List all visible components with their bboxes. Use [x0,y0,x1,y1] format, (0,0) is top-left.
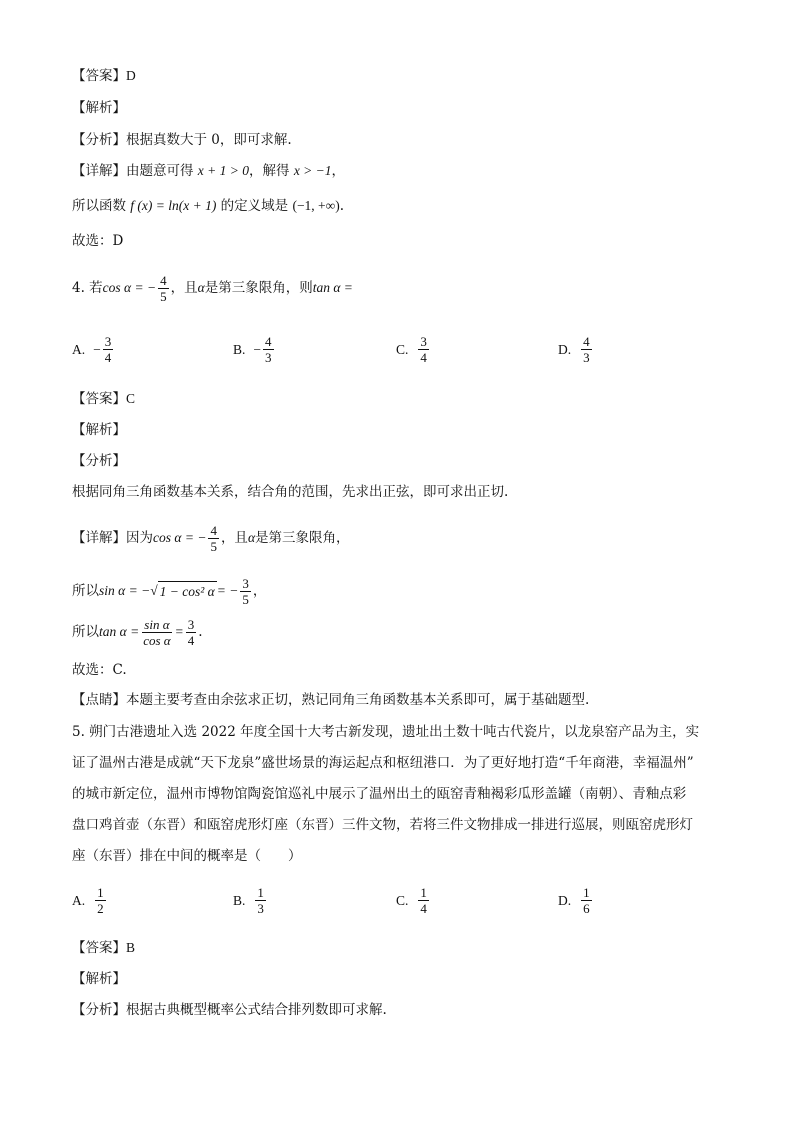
q5-option-c[interactable] [396,885,431,916]
q4-cos-label: cos α = − [102,280,157,295]
answer-tag: 【答案】 [72,68,126,84]
q4-text-a: ，且 [170,280,198,296]
q5-stem-line-4 [72,815,693,835]
analysis-heading-3 [72,98,126,118]
option-label: C. [396,892,409,908]
choose-text: 故选：C. [72,662,127,678]
answer-value: D [126,68,136,83]
q4-option-b[interactable] [233,334,276,365]
option-den: 2 [97,901,104,916]
option-label: C. [396,341,409,357]
frac-num: sin α [144,616,170,632]
option-label: B. [233,341,246,357]
option-num: 1 [257,885,264,900]
q5-stem-line-1 [72,722,699,742]
stem-text: 座（东晋）排在中间的概率是（ ） [72,848,302,864]
option-fraction [95,885,106,916]
q5-stem-line-2 [72,753,694,773]
fenxi-line-5 [72,1000,387,1020]
option-num: 1 [420,885,427,900]
xiangjie-text-a: 因为 [126,530,153,546]
xiangjie-fraction [208,523,219,554]
q4-frac-num: 4 [160,272,167,288]
q4-fraction [158,273,169,304]
answer-tag: 【答案】 [72,940,126,956]
q4-alpha: α [197,280,205,295]
q4-prefix: 4. 若 [72,280,103,296]
sin-lhs: sin α = − [99,583,151,598]
domain-math: f (x) = ln(x + 1) [130,198,217,213]
option-num: 3 [420,334,427,349]
stem-text: 证了温州古港是成就“天下龙泉”盛世场景的海运起点和枢纽港口．为了更好地打造“千年商港，幸福温州” [72,755,694,771]
fenxi-text-4 [72,482,508,502]
xiangjie-text-c: ， [331,163,346,179]
option-fraction [263,334,274,365]
xiangjie-cos: cos α = − [153,530,207,545]
answer-tag: 【答案】 [72,391,126,407]
xiangjie-alpha: α [247,530,256,545]
fenxi-text: 根据古典概型概率公式结合排列数即可求解. [126,1002,387,1018]
frac-num: 3 [242,575,249,591]
tan-result-fraction [186,617,197,648]
option-fraction [581,885,592,916]
xiangjie-text-c: 是第三象限角， [255,530,350,546]
q5-stem-line-5 [72,846,302,866]
q4-frac-den: 5 [160,288,167,304]
xiangjie-line-4 [72,522,350,554]
fenxi-tag: 【分析】 [72,453,126,469]
q4-option-c[interactable] [396,334,431,365]
frac-num: 4 [210,522,217,538]
frac-den: 5 [210,538,217,554]
domain-text-a: 所以函数 [72,198,131,214]
answer-value: B [126,940,136,955]
option-num: 4 [583,334,590,349]
xiangjie-text-b: ，解得 [249,163,294,179]
option-num: 4 [265,334,272,349]
q4-option-a[interactable] [72,334,115,365]
dianjing-text: 本题主要考查由余弦求正切，熟记同角三角函数基本关系即可，属于基础题型. [126,692,590,708]
xiangjie-tag: 【详解】 [72,163,126,179]
analysis-tag: 【解析】 [72,971,126,987]
stem-text: 5. 朔门古港遗址入选 2022 年度全国十大考古新发现，遗址出土数十吨古代瓷片，以龙泉窑产品为主，实 [72,724,700,740]
tan-eq: = [174,624,184,639]
q5-option-a[interactable] [72,885,108,916]
option-fraction [418,334,429,365]
sin-eq: = − [216,583,239,598]
option-label: D. [558,341,572,357]
option-sign: − [93,341,101,357]
q4-option-d[interactable] [558,334,594,365]
domain-text-c: . [339,198,345,214]
choose-line-3 [72,231,123,251]
fenxi-heading-4 [72,451,126,471]
dianjing-tag: 【点睛】 [72,692,126,708]
xiangjie-text-a: 由题意可得 [126,163,198,179]
sin-text: 所以 [72,583,99,599]
analysis-tag: 【解析】 [72,100,126,116]
choose-text: 故选：D [72,233,124,249]
frac-den: 4 [187,632,195,648]
analysis-heading-5 [72,969,126,989]
domain-text-b: 的定义域是 [216,198,293,214]
domain-line [72,196,344,216]
analysis-tag: 【解析】 [72,422,126,438]
option-den: 3 [257,901,264,916]
option-label: A. [72,892,86,908]
option-den: 4 [104,350,112,365]
option-fraction [103,334,114,365]
answer-line-5 [72,938,135,958]
xiangjie-text-b: ，且 [220,530,248,546]
domain-interval: (−1, +∞) [292,198,340,213]
sin-line [72,575,266,607]
frac-den: cos α [143,632,171,648]
fenxi-text: 根据同角三角函数基本关系，结合角的范围，先求出正弦，即可求出正切. [72,484,509,500]
answer-line-3 [72,66,136,86]
option-fraction [255,885,266,916]
question-4-stem [72,272,353,304]
option-den: 3 [265,350,272,365]
xiangjie-tag: 【详解】 [72,530,126,546]
q4-tan-label: tan α = [312,280,353,295]
analysis-heading-4 [72,420,126,440]
tan-text: 所以 [72,624,99,640]
q5-option-b[interactable] [233,885,268,916]
fenxi-tag: 【分析】 [72,1002,126,1018]
xiangjie-math-2: x > −1 [293,163,332,178]
option-den: 4 [420,901,427,916]
tan-tail: . [198,624,203,640]
xiangjie-line-3 [72,161,345,181]
option-den: 4 [420,350,427,365]
answer-value: C [126,391,136,406]
q5-stem-line-3 [72,784,686,804]
sin-tail: ， [252,583,267,599]
choose-line-4 [72,660,127,680]
q4-text-b: 是第三象限角，则 [204,280,313,296]
tan-line [72,616,203,648]
option-label: B. [233,892,246,908]
dianjing-line [72,690,589,710]
q5-option-d[interactable] [558,885,594,916]
frac-den: 5 [242,591,249,607]
option-label: D. [558,892,572,908]
option-sign: − [253,341,262,357]
fenxi-text: 根据真数大于 0，即可求解. [126,132,292,148]
option-num: 1 [583,885,590,900]
option-num: 3 [104,334,112,349]
answer-line-4 [72,389,135,409]
option-num: 1 [97,885,104,900]
xiangjie-math-1: x + 1 > 0 [197,163,250,178]
fenxi-line-3 [72,130,292,150]
tan-lhs: tan α = [99,624,140,639]
option-den: 3 [583,350,590,365]
sin-fraction [240,576,251,607]
stem-text: 盘口鸡首壶（东晋）和瓯窑虎形灯座（东晋）三件文物，若将三件文物排成一排进行巡展，则瓯窑虎形灯 [72,817,693,833]
option-fraction [581,334,592,365]
fenxi-tag: 【分析】 [72,132,126,148]
option-fraction [418,885,429,916]
frac-num: 3 [187,616,195,632]
option-label: A. [72,341,86,357]
sqrt-symbol: √ [150,583,158,598]
sin-sqrt: 1 − cos² α [158,581,217,602]
stem-text: 的城市新定位，温州市博物馆陶瓷馆巡礼中展示了温州出土的瓯窑青釉褐彩瓜形盖罐（南朝）、青釉点彩 [72,786,687,802]
tan-fraction [141,617,172,648]
option-den: 6 [583,901,590,916]
